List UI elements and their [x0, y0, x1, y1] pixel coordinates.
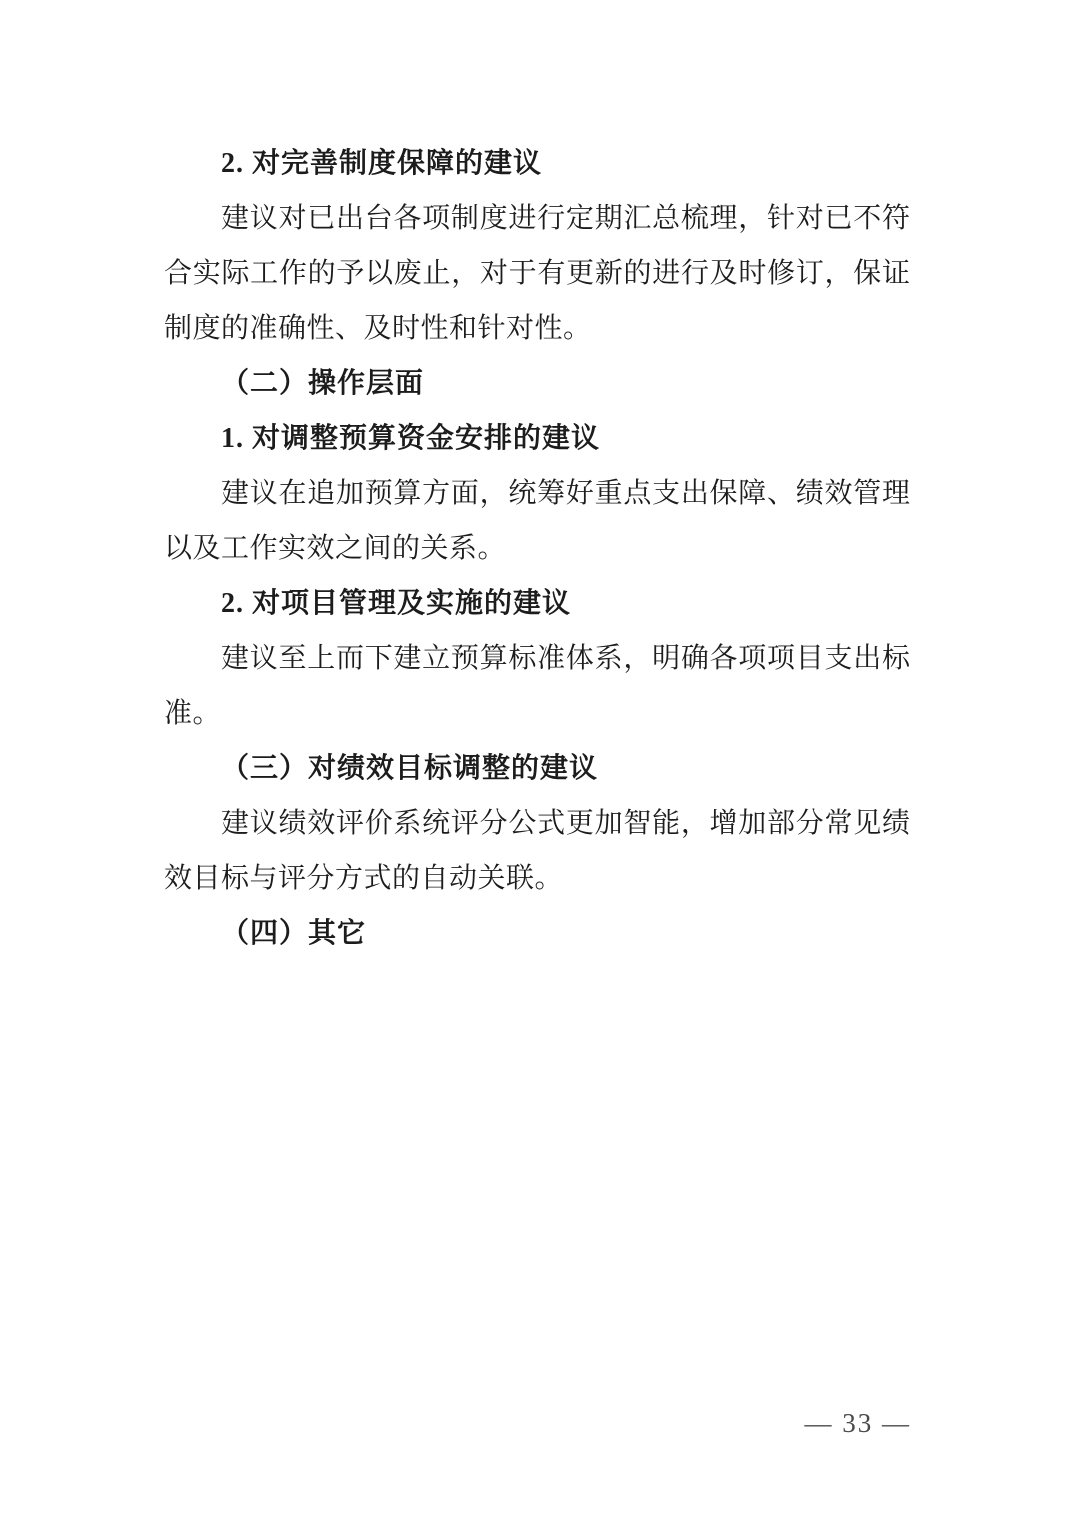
body-text-line: 准。	[164, 698, 222, 729]
body-text-line: 制度的准确性、及时性和针对性。	[164, 313, 592, 344]
heading-line: 2. 对完善制度保障的建议	[221, 148, 543, 179]
heading-line: 2. 对项目管理及实施的建议	[221, 588, 572, 619]
page-number: — 33 —	[804, 1408, 911, 1438]
body-text-line: 合实际工作的予以废止，对于有更新的进行及时修订，保证	[164, 258, 910, 289]
body-text-line: 建议绩效评价系统评分公式更加智能，增加部分常见绩	[221, 808, 910, 839]
body-text-line: 建议至上而下建立预算标准体系，明确各项项目支出标	[221, 643, 910, 674]
body-text-line: 建议对已出台各项制度进行定期汇总梳理，针对已不符	[221, 203, 910, 234]
body-text-line: 效目标与评分方式的自动关联。	[164, 863, 564, 894]
body-text-line: 以及工作实效之间的关系。	[164, 533, 507, 564]
heading-line: （四）其它	[221, 918, 367, 949]
heading-line: 1. 对调整预算资金安排的建议	[221, 423, 601, 454]
heading-line: （三）对绩效目标调整的建议	[221, 753, 599, 784]
heading-line: （二）操作层面	[221, 368, 425, 399]
body-text-line: 建议在追加预算方面，统筹好重点支出保障、绩效管理	[221, 478, 910, 509]
document-body	[164, 136, 910, 961]
